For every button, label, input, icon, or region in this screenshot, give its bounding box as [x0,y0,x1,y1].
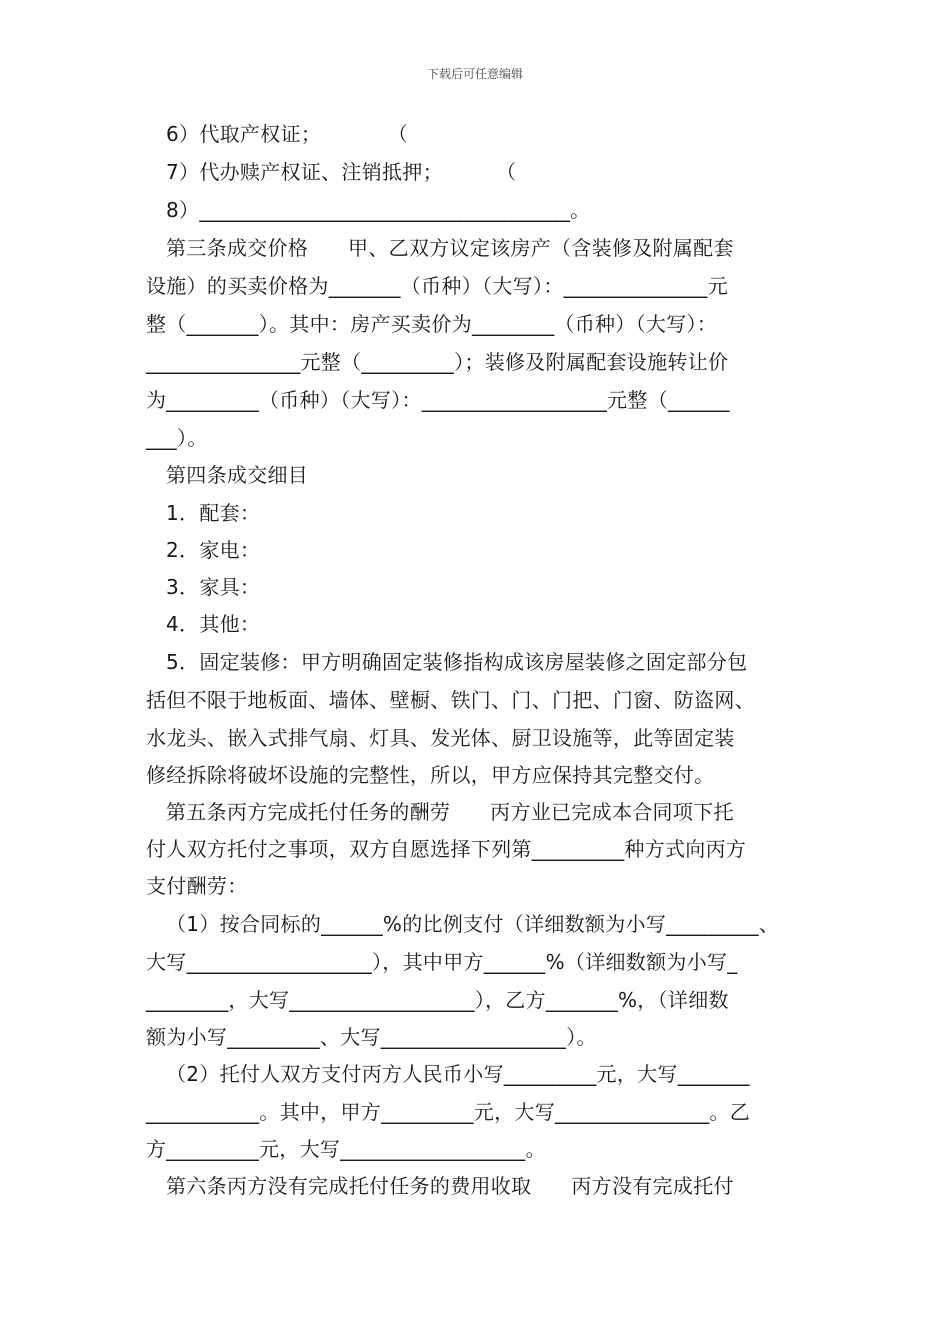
payment-option-1-text: ________，大写__________________），乙方_______%，（详细数 [146,988,729,1012]
payment-option-2-text: 方_________元，大写__________________。 [146,1137,546,1161]
article-3-text: 设施）的买卖价格为_______（币种）（大写）：______________元 [146,274,728,298]
article-3-heading: 第三条成交价格 甲、乙双方议定该房产（含装修及附属配套 [166,236,734,260]
payment-option-1-text: 大写__________________），其中甲方______%（详细数额为小写_ [146,950,738,974]
clause-item-7: 7）代办赎产权证、注销抵押； （ [166,160,517,184]
payment-option-1: （1）按合同标的______%的比例支付（详细数额为小写_________、 [166,912,780,936]
paragraph-line: 括但不限于地板面、墙体、壁橱、铁门、门、门把、门窗、防盗网、 [146,688,755,712]
article-5-text: 付人双方托付之事项，双方自愿选择下列第_________种方式向丙方 [146,837,747,861]
payment-option-1-text: 额为小写_________、大写__________________）。 [146,1025,597,1049]
paragraph-line: 水龙头、嵌入式排气扇、灯具、发光体、厨卫设施等，此等固定装 [146,726,735,750]
article-6-heading: 第六条丙方没有完成托付任务的费用收取 丙方没有完成托付 [166,1174,734,1198]
clause-item-8: 8）____________________________________。 [166,198,591,222]
list-item-furniture: 3．家具： [166,575,261,599]
article-3-text: 整（_______）。其中：房产买卖价为________（币种）（大写）： [146,312,718,336]
clause-item-6: 6）代取产权证； （ [166,122,408,146]
article-3-text: ___）。 [146,426,208,450]
article-3-text: 为_________（币种）（大写）：__________________元整（______ [146,388,730,412]
article-5-text: 支付酬劳： [146,874,248,898]
article-3-text: _______________元整（_________）；装修及附属配套设施转让价 [146,350,729,374]
article-4-heading: 第四条成交细目 [166,463,309,487]
paragraph-line: 修经拆除将破坏设施的完整性，所以，甲方应保持其完整交付。 [146,763,715,787]
list-item-fixed-decoration: 5．固定装修：甲方明确固定装修指构成该房屋装修之固定部分包 [166,650,748,674]
payment-option-2: （2）托付人双方支付丙方人民币小写_________元，大写_______ [166,1062,750,1086]
article-5-heading: 第五条丙方完成托付任务的酬劳 丙方业已完成本合同项下托 [166,800,734,824]
list-item-fittings: 1．配套： [166,501,261,525]
list-item-appliances: 2．家电： [166,538,261,562]
page-header-note: 下载后可任意编辑 [426,67,523,81]
payment-option-2-text: ___________。其中，甲方_________元，大写_______________。乙 [146,1100,751,1124]
list-item-other: 4．其他： [166,612,261,636]
